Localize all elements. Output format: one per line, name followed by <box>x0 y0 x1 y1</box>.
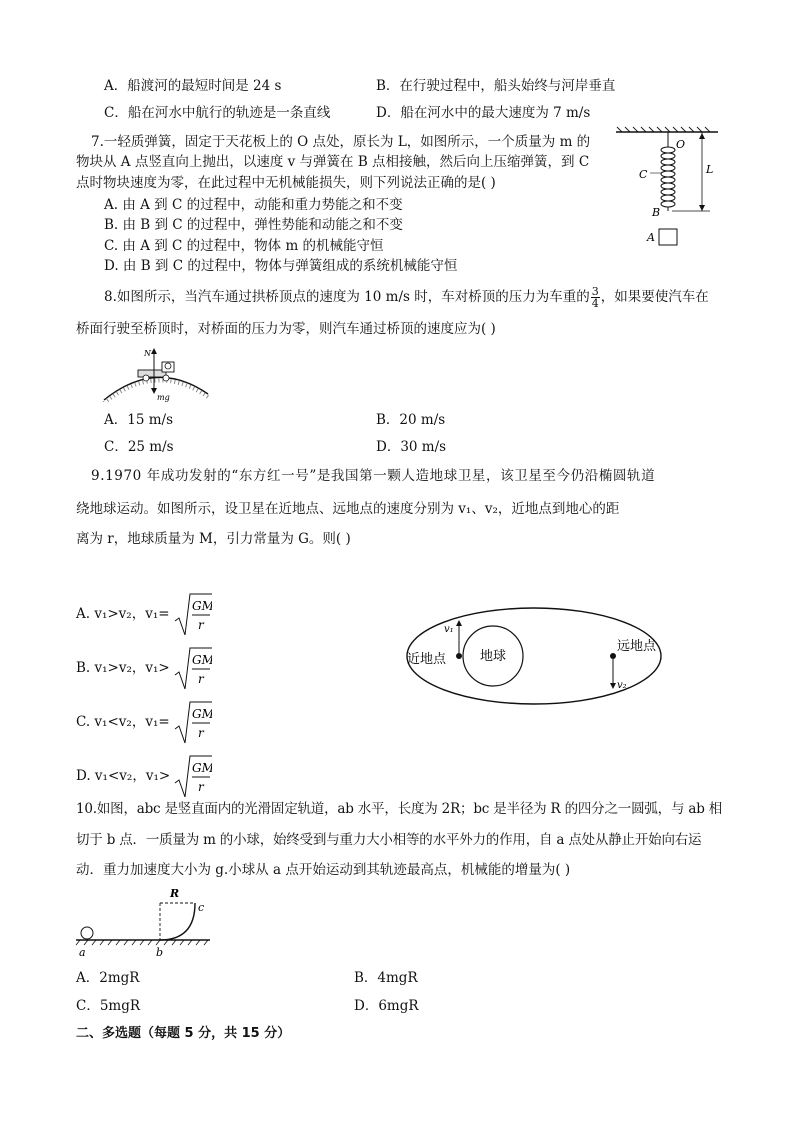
sqrt-num: GM <box>192 653 213 667</box>
frac-den: 4 <box>591 297 599 310</box>
q9-stem-line3: 离为 r，地球质量为 M，引力常量为 G。则( ) <box>76 531 351 547</box>
fraction-three-quarters <box>591 286 600 309</box>
sqrt-num: GM <box>191 599 212 613</box>
q7-spring-figure <box>612 126 722 252</box>
label-l: L <box>706 163 714 176</box>
q7-stem-line2: 物块从 A 点竖直向上抛出，以速度 v 与弹簧在 B 点相接触，然后向上压缩弹簧，到 C <box>76 154 590 170</box>
q9-option-d <box>76 753 212 799</box>
label-a: a <box>79 946 86 959</box>
frac-num: 3 <box>591 285 599 298</box>
q8-option-d: D．30 m/s <box>376 439 447 455</box>
q10-option-a: A．2mgR <box>76 970 140 986</box>
q9-stem-line1: 9.1970 年成功发射的“东方红一号”是我国第一颗人造地球卫星，该卫星至今仍沿椭圆轨道 <box>91 468 656 484</box>
q6-option-c: C．船在河水中航行的轨迹是一条直线 <box>104 105 331 121</box>
sqrt-den: r <box>197 618 204 632</box>
q8-stem-line1 <box>104 286 709 309</box>
sqrt-num: GM <box>192 761 213 775</box>
q9-option-b <box>76 645 212 691</box>
sqrt-den: r <box>197 726 204 740</box>
q8-stem-line2: 桥面行驶至桥顶时，对桥面的压力为零，则汽车通过桥顶的速度应为( ) <box>76 321 496 337</box>
label-o: O <box>676 138 686 151</box>
label-apogee: 远地点 <box>617 639 657 654</box>
q9-option-a-text: A. v₁>v₂，v₁= <box>76 606 170 622</box>
q8-stem-line1a: 8.如图所示，当汽车通过拱桥顶点的速度为 10 m/s 时，车对桥顶的压力为车重的 <box>104 289 590 305</box>
sqrt-den: r <box>198 672 204 686</box>
sqrt-num: GM <box>191 707 212 721</box>
section-heading-multiple-choice: 二、多选题（每题 5 分，共 15 分） <box>76 1026 291 1041</box>
q9-option-c <box>76 699 212 745</box>
sqrt-gm-over-r <box>174 591 212 637</box>
q8-option-c: C．25 m/s <box>104 439 174 455</box>
q6-option-d: D．船在河水中的最大速度为 7 m/s <box>376 105 591 121</box>
label-a: A <box>647 231 655 244</box>
label-perigee: 近地点 <box>407 652 447 667</box>
q8-option-b: B．20 m/s <box>376 412 446 428</box>
q7-option-d: D. 由 B 到 C 的过程中，物体与弹簧组成的系统机械能守恒 <box>104 258 458 274</box>
sqrt-gm-over-r <box>174 753 212 799</box>
q10-stem-line1: 10.如图，abc 是竖直面内的光滑固定轨道，ab 水平，长度为 2R；bc 是半径为 R 的四分之一圆弧，与 ab 相 <box>76 801 723 817</box>
label-earth: 地球 <box>480 649 507 664</box>
q9-orbit-figure <box>400 605 700 715</box>
label-b: B <box>652 206 661 219</box>
q10-track-figure <box>74 884 216 960</box>
q7-option-b: B. 由 B 到 C 的过程中，弹性势能和动能之和不变 <box>104 217 403 233</box>
sqrt-den: r <box>198 780 205 794</box>
q6-option-a: A．船渡河的最短时间是 24 s <box>104 78 282 94</box>
q10-option-d: D．6mgR <box>354 998 419 1014</box>
q9-option-d-text: D. v₁<v₂，v₁> <box>76 768 171 784</box>
label-r: R <box>170 887 180 900</box>
label-n: N <box>144 349 151 358</box>
label-b: b <box>156 946 164 959</box>
q10-stem-line3: 动．重力加速度大小为 g.小球从 a 点开始运动到其轨迹最高点，机械能的增量为( ) <box>76 862 571 878</box>
q10-stem-line2: 切于 b 点．一质量为 m 的小球，始终受到与重力大小相等的水平外力的作用，自 a 点处从静止开始向右运 <box>76 832 702 848</box>
q6-option-b: B．在行驶过程中，船头始终与河岸垂直 <box>376 78 616 94</box>
sqrt-gm-over-r <box>174 699 212 745</box>
q9-option-b-text: B. v₁>v₂，v₁> <box>76 660 170 676</box>
sqrt-gm-over-r <box>174 645 212 691</box>
q9-option-a <box>76 591 212 637</box>
q7-stem-line3: 点时物块速度为零，在此过程中无机械能损失，则下列说法正确的是( ) <box>76 175 496 191</box>
label-mg: mg <box>157 393 170 402</box>
label-v1: v₁ <box>444 624 454 635</box>
q8-option-a: A．15 m/s <box>104 412 173 428</box>
label-c: C <box>639 168 648 181</box>
q10-option-c: C．5mgR <box>76 998 141 1014</box>
q7-stem-line1: 7.一轻质弹簧，固定于天花板上的 O 点处，原长为 L，如图所示，一个质量为 m 的 <box>91 134 591 150</box>
q8-stem-line1b: ，如果要使汽车在 <box>600 289 709 305</box>
label-c: c <box>198 901 205 914</box>
q8-bridge-figure <box>100 342 212 402</box>
q10-option-b: B．4mgR <box>354 970 418 986</box>
q7-option-a: A. 由 A 到 C 的过程中，动能和重力势能之和不变 <box>104 197 403 213</box>
q9-option-c-text: C. v₁<v₂，v₁= <box>76 714 170 730</box>
q9-stem-line2: 绕地球运动。如图所示，设卫星在近地点、远地点的速度分别为 v₁、v₂，近地点到地心的距 <box>76 501 620 517</box>
label-v2: v₂ <box>617 680 627 691</box>
q7-option-c: C. 由 A 到 C 的过程中，物体 m 的机械能守恒 <box>104 238 384 254</box>
